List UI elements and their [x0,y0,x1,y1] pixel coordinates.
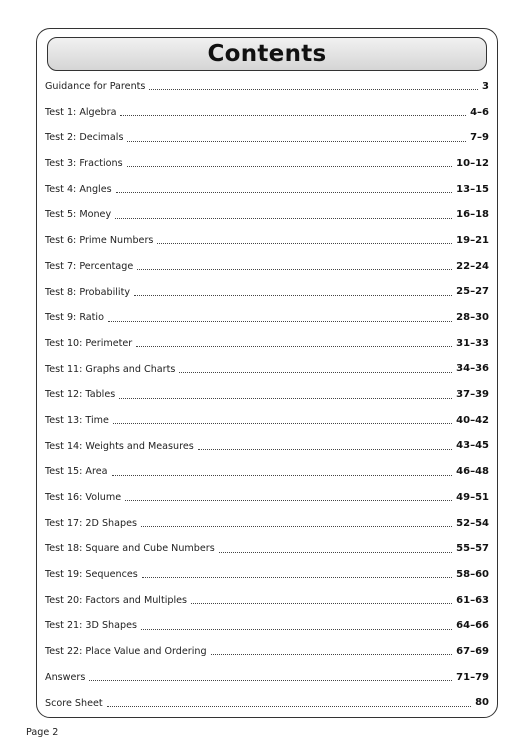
toc-entry-pages: 31–33 [456,337,489,349]
toc-entry-pages: 4–6 [470,106,489,118]
toc-entry [45,228,489,254]
toc-entry [45,100,489,126]
dot-leader [112,475,453,476]
toc-entry-pages: 3 [482,80,489,92]
toc-entry-pages: 46–48 [456,466,489,478]
toc-entry-pages: 16–18 [456,209,489,221]
toc-entry [45,357,489,383]
dot-leader [134,295,452,296]
toc-entry-pages: 71–79 [456,671,489,683]
toc-entry-pages: 34–36 [456,363,489,375]
dot-leader [115,218,452,219]
toc-entry-label: Test 7: Percentage [45,260,134,272]
toc-entry-pages: 10–12 [456,157,489,169]
toc-entry [45,305,489,331]
toc-entry [45,74,489,100]
toc-entry-pages: 58–60 [456,568,489,580]
toc-entry-label: Test 9: Ratio [45,312,104,324]
toc-entry [45,562,489,588]
contents-list [45,74,489,716]
toc-entry-pages: 64–66 [456,620,489,632]
toc-entry [45,665,489,691]
toc-entry [45,151,489,177]
toc-entry-label: Test 15: Area [45,466,108,478]
toc-entry-pages: 25–27 [456,286,489,298]
dot-leader [142,577,452,578]
toc-entry [45,331,489,357]
page-number: Page 2 [26,727,59,738]
toc-entry-pages: 13–15 [456,183,489,195]
toc-entry-pages: 7–9 [470,132,489,144]
toc-entry-label: Test 17: 2D Shapes [45,517,138,529]
dot-leader [120,115,466,116]
dot-leader [157,243,452,244]
dot-leader [113,423,452,424]
toc-entry-pages: 49–51 [456,491,489,503]
toc-entry-label: Test 2: Decimals [45,132,124,144]
toc-entry-label: Test 11: Graphs and Charts [45,363,176,375]
toc-entry-label: Answers [45,671,86,683]
toc-entry-label: Test 20: Factors and Multiples [45,594,188,606]
dot-leader [89,680,452,681]
title-banner [47,37,487,71]
toc-entry-pages: 67–69 [456,645,489,657]
dot-leader [211,654,453,655]
toc-entry-label: Score Sheet [45,697,103,709]
dot-leader [108,321,452,322]
toc-entry [45,536,489,562]
contents-frame [36,28,498,718]
toc-entry-pages: 55–57 [456,543,489,555]
toc-entry-pages: 22–24 [456,260,489,272]
toc-entry [45,408,489,434]
toc-entry-label: Test 4: Angles [45,183,112,195]
toc-entry-label: Test 19: Sequences [45,569,138,581]
toc-entry-label: Test 5: Money [45,209,112,221]
toc-entry-label: Test 16: Volume [45,492,122,504]
toc-entry-label: Test 13: Time [45,414,109,426]
toc-entry [45,202,489,228]
toc-entry-label: Test 22: Place Value and Ordering [45,646,207,658]
dot-leader [198,449,452,450]
dot-leader [137,269,452,270]
dot-leader [219,552,452,553]
toc-entry [45,459,489,485]
page-title: Contents [207,41,327,67]
dot-leader [179,372,452,373]
toc-entry-pages: 80 [475,697,489,709]
toc-entry-pages: 37–39 [456,389,489,401]
toc-entry-label: Test 3: Fractions [45,158,123,170]
dot-leader [149,89,478,90]
dot-leader [127,141,466,142]
toc-entry [45,177,489,203]
toc-entry-label: Test 14: Weights and Measures [45,440,194,452]
toc-entry-label: Test 8: Probability [45,286,131,298]
dot-leader [107,706,471,707]
toc-entry-pages: 43–45 [456,440,489,452]
toc-entry [45,511,489,537]
toc-entry [45,639,489,665]
toc-entry [45,280,489,306]
toc-entry [45,485,489,511]
toc-entry-label: Test 18: Square and Cube Numbers [45,543,215,555]
toc-entry-label: Guidance for Parents [45,81,146,93]
toc-entry-pages: 19–21 [456,234,489,246]
toc-entry-label: Test 21: 3D Shapes [45,620,138,632]
toc-entry-label: Test 6: Prime Numbers [45,235,154,247]
toc-entry-pages: 40–42 [456,414,489,426]
dot-leader [136,346,452,347]
dot-leader [141,526,452,527]
toc-entry-pages: 52–54 [456,517,489,529]
toc-entry [45,613,489,639]
toc-entry [45,691,489,717]
dot-leader [125,500,452,501]
dot-leader [141,629,452,630]
toc-entry-pages: 28–30 [456,312,489,324]
dot-leader [191,603,452,604]
toc-entry [45,382,489,408]
toc-entry [45,125,489,151]
dot-leader [127,166,453,167]
toc-entry [45,588,489,614]
dot-leader [119,398,452,399]
toc-entry-pages: 61–63 [456,594,489,606]
toc-entry [45,434,489,460]
toc-entry-label: Test 1: Algebra [45,106,117,118]
dot-leader [116,192,453,193]
toc-entry [45,254,489,280]
toc-entry-label: Test 12: Tables [45,389,116,401]
toc-entry-label: Test 10: Perimeter [45,337,133,349]
